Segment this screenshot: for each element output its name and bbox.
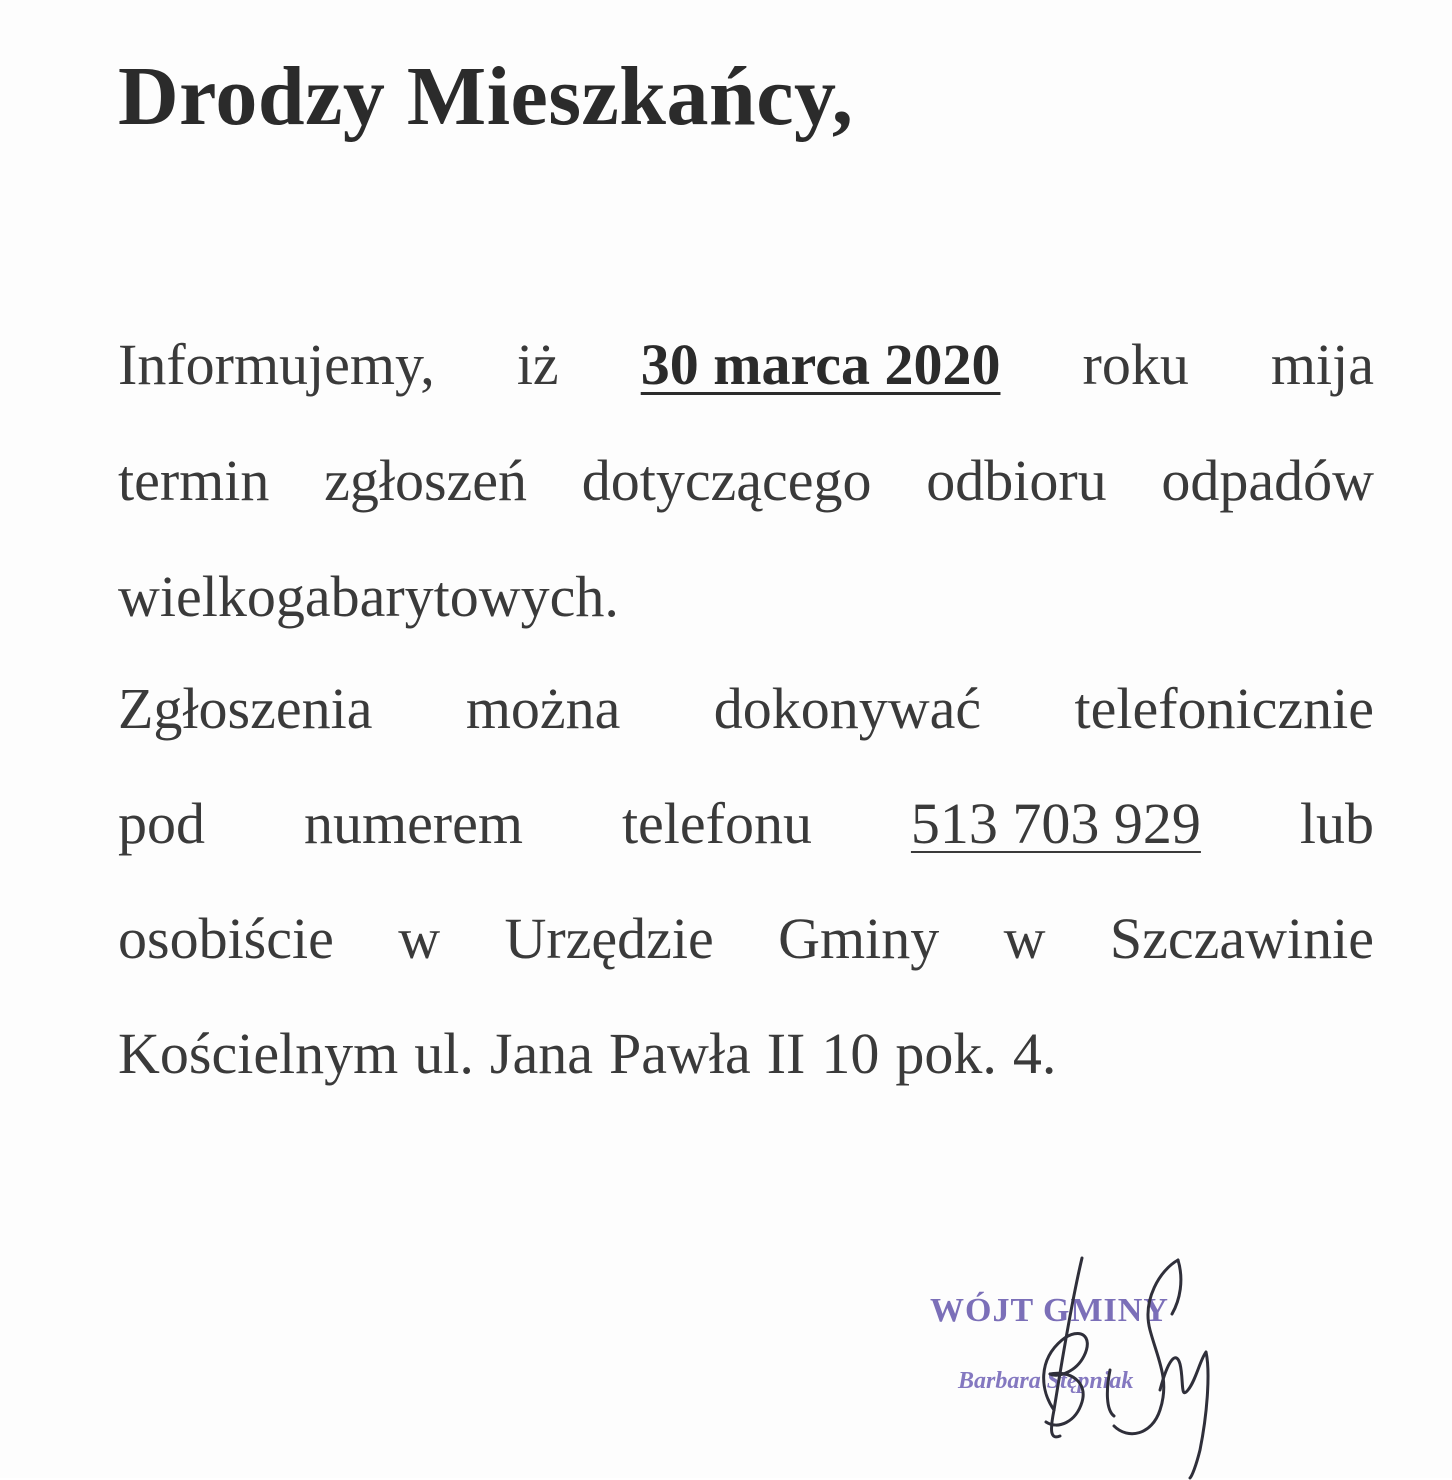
word: 4. xyxy=(1012,1021,1057,1086)
word: dokonywać xyxy=(713,676,982,741)
word: lub xyxy=(1299,791,1374,856)
phone-number: 513 703 929 xyxy=(910,791,1201,856)
word: numerem xyxy=(303,791,523,856)
text-line xyxy=(118,789,1374,859)
word: telefonu xyxy=(621,791,812,856)
word: Zgłoszenia xyxy=(118,676,373,741)
word: w xyxy=(1003,906,1046,971)
page-heading: Drodzy Mieszkańcy, xyxy=(118,50,854,143)
word: odpadów xyxy=(1161,448,1374,513)
word: Jana xyxy=(489,1021,593,1086)
word: odbioru xyxy=(926,448,1107,513)
signature-icon xyxy=(1010,1240,1240,1480)
stamp-name: Barbara Stępniak xyxy=(958,1368,1134,1394)
word: mija xyxy=(1270,332,1374,397)
word: zgłoszeń xyxy=(324,448,528,513)
word: dotyczącego xyxy=(581,448,872,513)
text-line xyxy=(118,904,1374,974)
word: Kościelnym xyxy=(118,1021,399,1086)
word: Urzędzie xyxy=(504,906,714,971)
text-line xyxy=(118,562,1374,632)
text-line xyxy=(118,1019,1374,1089)
word: iż xyxy=(516,332,559,397)
stamp-title: WÓJT GMINY xyxy=(930,1292,1169,1329)
word: Pawła xyxy=(608,1021,751,1086)
word: pod xyxy=(118,791,205,856)
word: telefonicznie xyxy=(1074,676,1374,741)
word: w xyxy=(398,906,441,971)
word: wielkogabarytowych. xyxy=(118,564,619,629)
text-line xyxy=(118,446,1374,516)
word: Gminy xyxy=(778,906,940,971)
word: ul. xyxy=(414,1021,474,1086)
word: roku xyxy=(1082,332,1189,397)
word: 10 xyxy=(821,1021,880,1086)
word: II xyxy=(766,1021,806,1086)
word: Informujemy, xyxy=(118,332,435,397)
deadline-date: 30 marca 2020 xyxy=(640,332,1001,397)
word: pok. xyxy=(895,1021,997,1086)
text-line xyxy=(118,330,1374,400)
word: Szczawinie xyxy=(1109,906,1374,971)
word: termin xyxy=(118,448,270,513)
word: można xyxy=(465,676,621,741)
word: osobiście xyxy=(118,906,334,971)
text-line xyxy=(118,674,1374,744)
